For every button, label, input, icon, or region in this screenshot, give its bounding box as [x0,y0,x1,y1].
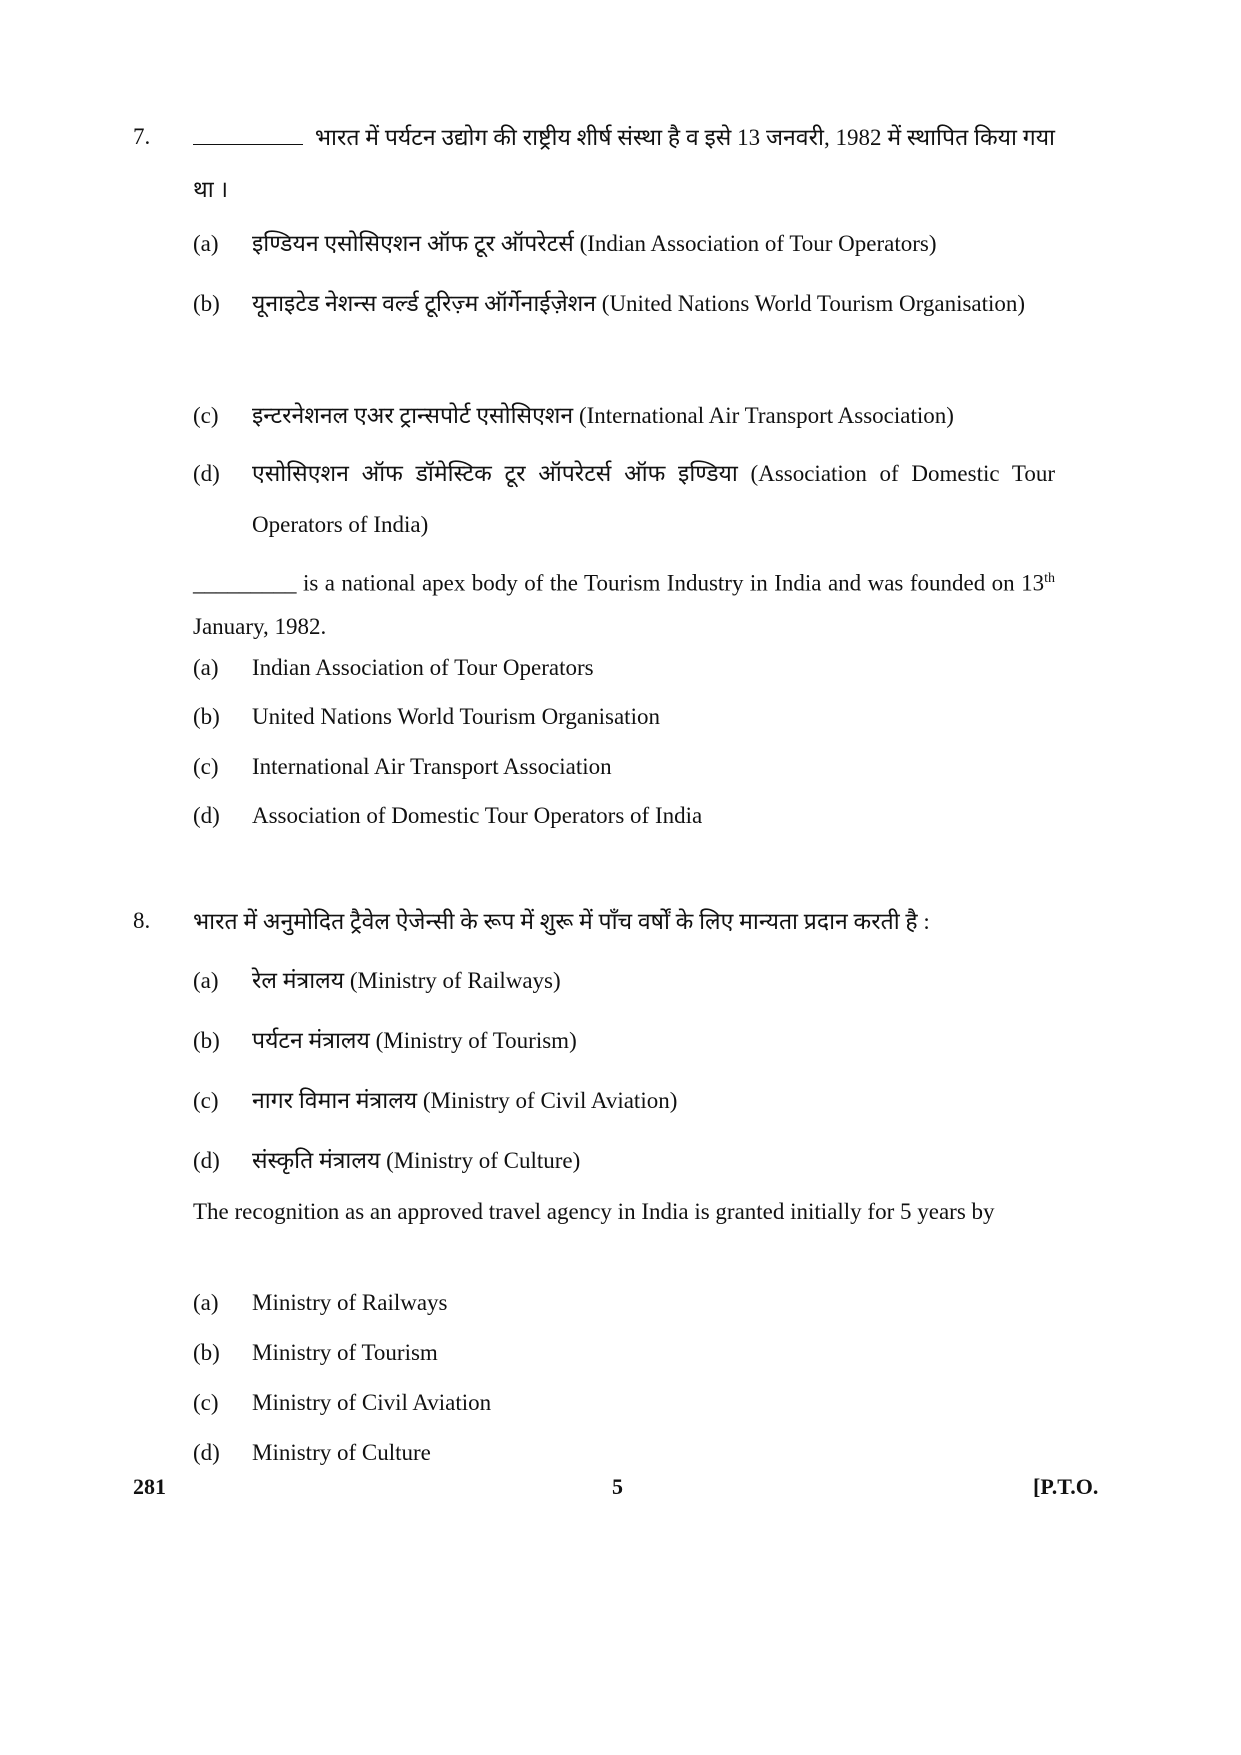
option-text: Indian Association of Tour Operators [252,655,594,680]
option-label: (c) [193,1390,219,1415]
option-label: (d) [193,1440,220,1465]
option-label: (b) [193,704,220,729]
option-label: (d) [193,461,220,486]
option-label: (c) [193,403,219,428]
option-text: यूनाइटेड नेशन्स वर्ल्ड टूरिज़्म ऑर्गेनाईज़ेशन (United Nations World Tourism Organisation) [252,291,1026,316]
question-number: 7. [133,124,151,149]
answer-blank [193,126,303,145]
option-label: (a) [193,655,219,680]
option-text: नागर विमान मंत्रालय (Ministry of Civil Aviation) [252,1088,678,1113]
option-label: (c) [193,754,219,779]
option-text: Ministry of Culture [252,1440,431,1465]
option-label: (a) [193,968,219,993]
option-text: इन्टरनेशनल एअर ट्रान्सपोर्ट एसोसिएशन (International Air Transport Association) [252,403,954,428]
option-text: इण्डियन एसोसिएशन ऑफ टूर ऑपरेटर्स (Indian Association of Tour Operators) [252,231,937,256]
option-label: (b) [193,1340,220,1365]
option-label: (d) [193,803,220,828]
option-text: एसोसिएशन ऑफ डॉमेस्टिक टूर ऑपरेटर्स ऑफ इण्डिया (Association of Domestic Tour Operators of India) [252,461,1055,537]
question-stem-english: The recognition as an approved travel agency in India is granted initially for 5 years by [193,1199,995,1224]
option-text: Association of Domestic Tour Operators of India [252,803,703,828]
option-text: Ministry of Civil Aviation [252,1390,492,1415]
option-text: पर्यटन मंत्रालय (Ministry of Tourism) [252,1028,577,1053]
option-text: रेल मंत्रालय (Ministry of Railways) [252,968,561,993]
question-stem-hindi: भारत में पर्यटन उद्योग की राष्ट्रीय शीर्ष संस्था है व इसे 13 जनवरी, 1982 में स्थापित किया गया था । [193,125,1055,202]
option-label: (d) [193,1148,220,1173]
option-label: (b) [193,291,220,316]
page-number: 5 [612,1474,623,1499]
option-label: (a) [193,231,219,256]
option-label: (c) [193,1088,219,1113]
option-text: Ministry of Tourism [252,1340,438,1365]
question-number: 8. [133,908,151,933]
option-text: Ministry of Railways [252,1290,448,1315]
option-label: (a) [193,1290,219,1315]
option-text: United Nations World Tourism Organisation [252,704,660,729]
question-stem-hindi: भारत में अनुमोदित ट्रैवेल ऐजेन्सी के रूप में शुरू में पाँच वर्षों के लिए मान्यता प्रदान करती है : [193,909,930,934]
option-text: संस्कृति मंत्रालय (Ministry of Culture) [252,1148,581,1173]
question-stem-english: _________ is a national apex body of the Tourism Industry in India and was founded on 13th January, 1982. [193,570,1055,639]
option-text: International Air Transport Association [252,754,612,779]
paper-code: 281 [133,1474,166,1499]
please-turn-over: [P.T.O. [1033,1474,1099,1499]
option-label: (b) [193,1028,220,1053]
